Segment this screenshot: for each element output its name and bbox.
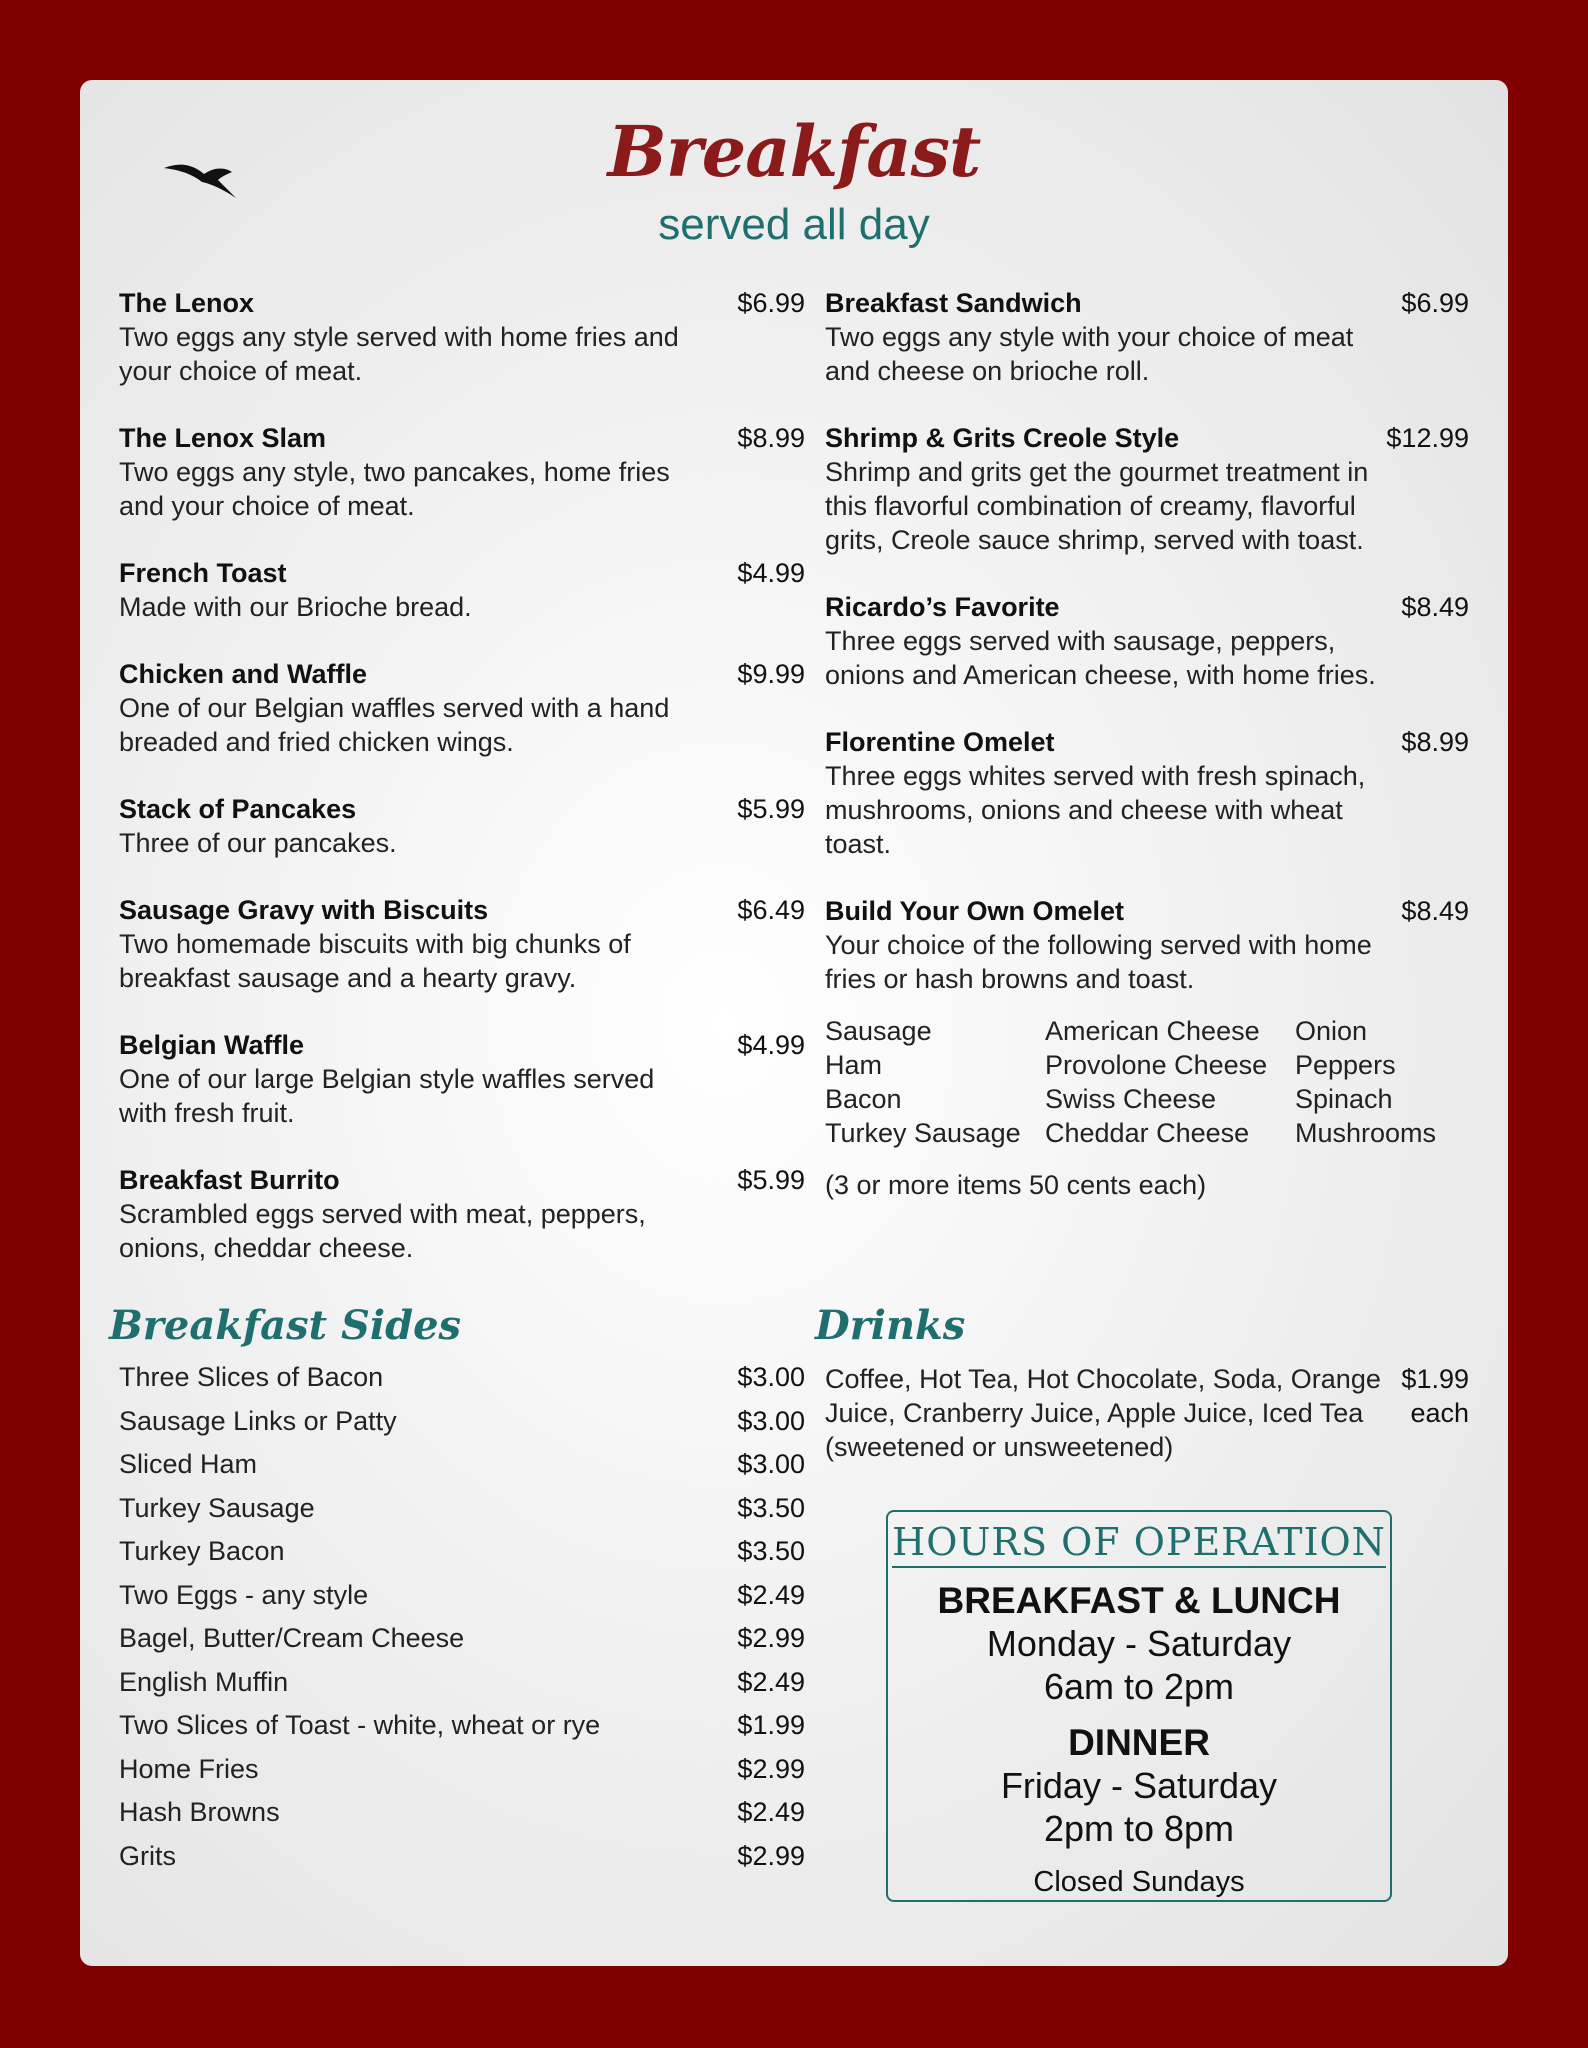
list-item xyxy=(119,1360,805,1404)
option: American Cheese xyxy=(1045,1016,1260,1046)
option: Spinach xyxy=(1295,1084,1393,1114)
item-name: Breakfast Burrito xyxy=(119,1165,340,1195)
item-description: Three eggs served with sausage, peppers, onions and American cheese, with home fries. xyxy=(825,626,1376,690)
hours-title: HOURS OF OPERATION xyxy=(892,1520,1386,1568)
menu-item xyxy=(119,1028,805,1130)
options-veggie-column xyxy=(1295,1014,1436,1150)
breakfast-days: Monday - Saturday xyxy=(986,1623,1292,1664)
item-name: Build Your Own Omelet xyxy=(825,896,1125,926)
option: Peppers xyxy=(1295,1050,1396,1080)
item-price: $4.99 xyxy=(737,1030,805,1060)
option: Mushrooms xyxy=(1295,1118,1437,1148)
side-name: Sausage Links or Patty xyxy=(119,1405,397,1436)
item-description: Your choice of the following served with home fries or hash browns and toast. xyxy=(825,930,1372,994)
options-cheese-column xyxy=(1045,1014,1295,1150)
option: Turkey Sausage xyxy=(825,1118,1021,1148)
side-price: $2.49 xyxy=(737,1666,805,1697)
menu-item xyxy=(119,893,805,995)
page-title: Breakfast xyxy=(607,110,981,193)
item-description: Two eggs any style with your choice of meat and cheese on brioche roll. xyxy=(825,322,1354,386)
option: Bacon xyxy=(825,1084,902,1114)
menu-item xyxy=(825,286,1469,388)
menu-item xyxy=(119,556,805,624)
side-price: $3.50 xyxy=(737,1536,805,1566)
item-description: One of our large Belgian style waffles served with fresh fruit. xyxy=(119,1064,655,1128)
side-name: Two Slices of Toast - white, wheat or rye xyxy=(119,1710,601,1740)
drinks-title: Drinks xyxy=(815,1302,966,1349)
omelet-item xyxy=(825,894,1469,1202)
sides-list xyxy=(119,1360,805,1882)
side-name: Two Eggs - any style xyxy=(119,1579,369,1610)
drinks-price-unit: each xyxy=(1410,1398,1469,1428)
item-name: Belgian Waffle xyxy=(119,1030,305,1060)
closed-note: Closed Sundays xyxy=(1033,1866,1245,1898)
side-price: $3.00 xyxy=(737,1405,805,1436)
item-price: $9.99 xyxy=(737,659,805,689)
breakfast-time: 6am to 2pm xyxy=(1043,1666,1235,1707)
side-price: $1.99 xyxy=(737,1710,805,1740)
option: Swiss Cheese xyxy=(1045,1084,1217,1114)
side-price: $2.99 xyxy=(737,1623,805,1653)
list-item xyxy=(119,1404,805,1448)
list-item xyxy=(119,1534,805,1578)
sides-title: Breakfast Sides xyxy=(109,1302,462,1349)
dinner-time: 2pm to 8pm xyxy=(1043,1808,1235,1849)
drinks-price: $1.99 xyxy=(1401,1364,1469,1394)
item-name: Florentine Omelet xyxy=(825,727,1055,757)
list-item xyxy=(119,1708,805,1752)
side-name: Three Slices of Bacon xyxy=(119,1362,384,1392)
side-name: Turkey Bacon xyxy=(119,1536,285,1566)
omelet-note: (3 or more items 50 cents each) xyxy=(825,1170,1207,1200)
breakfast-hours-title: BREAKFAST & LUNCH xyxy=(937,1580,1341,1621)
item-name: The Lenox Slam xyxy=(119,423,327,453)
side-name: Grits xyxy=(119,1840,176,1871)
item-price: $5.99 xyxy=(737,1165,805,1195)
item-price: $4.99 xyxy=(737,558,805,588)
item-name: Ricardo’s Favorite xyxy=(825,592,1060,622)
item-description: One of our Belgian waffles served with a hand breaded and fried chicken wings. xyxy=(119,693,670,757)
list-item xyxy=(119,1665,805,1709)
menu-item xyxy=(119,792,805,860)
list-item xyxy=(119,1578,805,1622)
item-name: The Lenox xyxy=(119,288,255,318)
side-name: Home Fries xyxy=(119,1753,259,1784)
item-price: $6.99 xyxy=(1401,288,1469,318)
dinner-hours-title: DINNER xyxy=(1068,1722,1210,1763)
dinner-days: Friday - Saturday xyxy=(1000,1765,1278,1806)
option: Ham xyxy=(825,1050,883,1080)
item-price: $12.99 xyxy=(1386,423,1469,453)
side-price: $2.49 xyxy=(737,1797,805,1827)
list-item xyxy=(119,1752,805,1796)
list-item xyxy=(119,1839,805,1883)
option: Onion xyxy=(1295,1016,1368,1046)
side-name: Bagel, Butter/Cream Cheese xyxy=(119,1623,465,1653)
menu-item xyxy=(119,657,805,759)
options-meat-column xyxy=(825,1014,1045,1150)
item-price: $8.49 xyxy=(1401,896,1469,926)
hours-box xyxy=(886,1510,1392,1902)
item-price: $6.49 xyxy=(737,895,805,925)
list-item xyxy=(119,1447,805,1491)
item-name: Sausage Gravy with Biscuits xyxy=(119,895,489,925)
item-description: Scrambled eggs served with meat, peppers, onions, cheddar cheese. xyxy=(119,1199,646,1263)
item-name: French Toast xyxy=(119,558,287,588)
side-price: $3.00 xyxy=(737,1362,805,1392)
side-name: Turkey Sausage xyxy=(119,1492,315,1523)
item-price: $8.99 xyxy=(1401,727,1469,757)
side-price: $2.99 xyxy=(737,1753,805,1784)
right-menu-column xyxy=(825,286,1469,1235)
side-price: $2.99 xyxy=(737,1840,805,1871)
item-price: $8.99 xyxy=(737,423,805,453)
menu-panel xyxy=(80,80,1508,1966)
side-price: $3.00 xyxy=(737,1449,805,1479)
page-subtitle: served all day xyxy=(658,200,930,249)
item-description: Two eggs any style served with home fries and your choice of meat. xyxy=(119,322,679,386)
menu-item xyxy=(825,725,1469,861)
option: Cheddar Cheese xyxy=(1045,1118,1250,1148)
drinks-list: Coffee, Hot Tea, Hot Chocolate, Soda, Orange Juice, Cranberry Juice, Apple Juice, Iced Tea (sweetened or unsweetened) xyxy=(825,1364,1381,1462)
item-description: Shrimp and grits get the gourmet treatment in this flavorful combination of creamy, flavorful grits, Creole sauce shrimp, served with toast. xyxy=(825,457,1369,555)
drinks-block xyxy=(825,1362,1469,1464)
list-item xyxy=(119,1621,805,1665)
item-price: $5.99 xyxy=(737,794,805,824)
side-name: Sliced Ham xyxy=(119,1449,258,1479)
omelet-options xyxy=(825,1014,1469,1150)
menu-item xyxy=(119,421,805,523)
item-description: Two eggs any style, two pancakes, home fries and your choice of meat. xyxy=(119,457,670,521)
menu-item xyxy=(825,590,1469,692)
item-description: Three of our pancakes. xyxy=(119,828,397,858)
option: Provolone Cheese xyxy=(1045,1050,1268,1080)
menu-item xyxy=(119,1163,805,1265)
item-price: $8.49 xyxy=(1401,592,1469,622)
drinks-price-block xyxy=(1401,1362,1469,1464)
option: Sausage xyxy=(825,1016,932,1046)
item-description: Two homemade biscuits with big chunks of breakfast sausage and a hearty gravy. xyxy=(119,929,631,993)
item-name: Stack of Pancakes xyxy=(119,794,357,824)
side-name: Hash Browns xyxy=(119,1797,280,1827)
side-name: English Muffin xyxy=(119,1666,289,1697)
left-menu-column xyxy=(119,286,805,1298)
list-item xyxy=(119,1795,805,1839)
menu-item xyxy=(825,421,1469,557)
item-name: Chicken and Waffle xyxy=(119,659,368,689)
item-price: $6.99 xyxy=(737,288,805,318)
item-description: Three eggs whites served with fresh spinach, mushrooms, onions and cheese with wheat toast. xyxy=(825,761,1366,859)
item-description: Made with our Brioche bread. xyxy=(119,592,472,622)
list-item xyxy=(119,1491,805,1535)
item-name: Breakfast Sandwich xyxy=(825,288,1082,318)
item-name: Shrimp & Grits Creole Style xyxy=(825,423,1180,453)
menu-item xyxy=(119,286,805,388)
side-price: $3.50 xyxy=(737,1492,805,1523)
side-price: $2.49 xyxy=(737,1579,805,1610)
